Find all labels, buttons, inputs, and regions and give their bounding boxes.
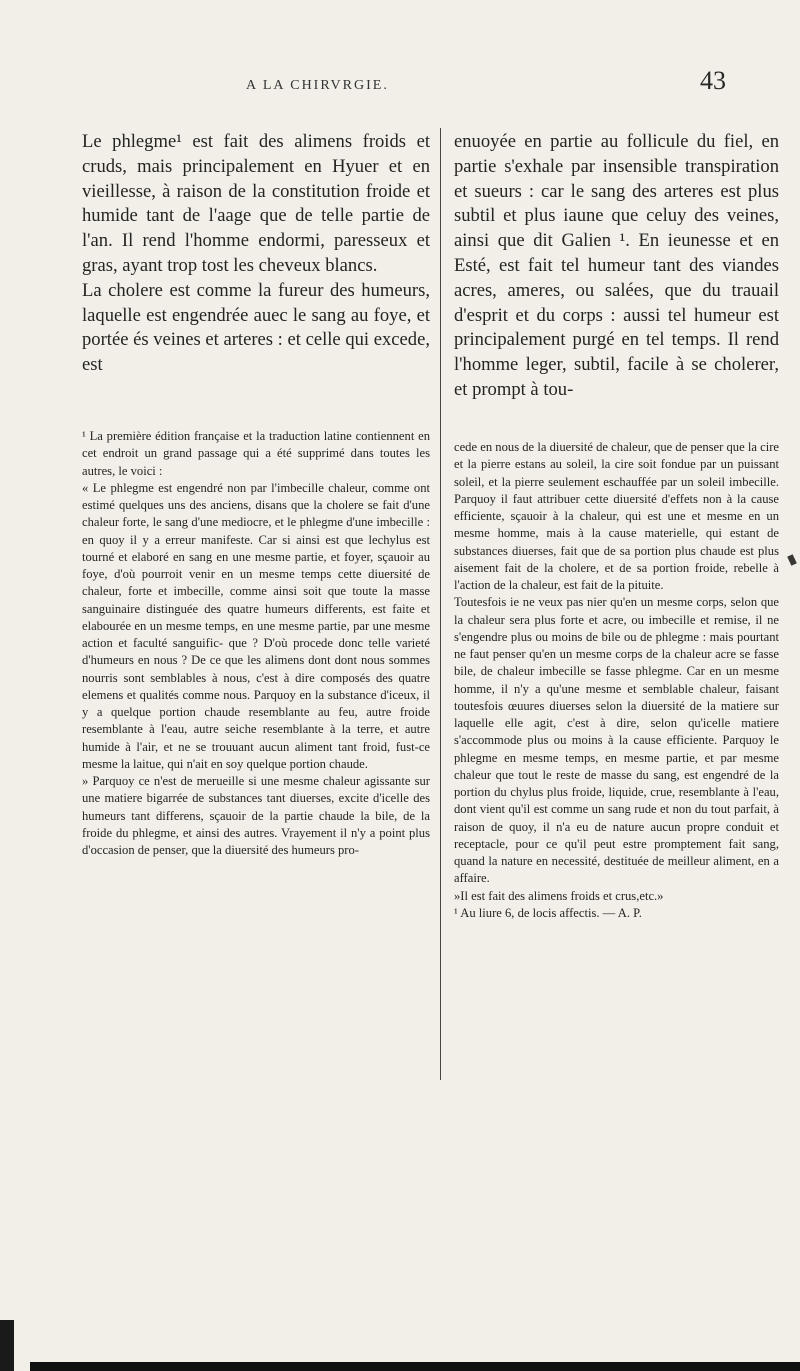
page-number: 43 — [700, 66, 726, 95]
paragraph-cholere: La cholere est comme la fureur des humeurs, laquelle est engendrée auec le sang au foye, et portée és veines et arteres : et celle qui excede, est — [82, 279, 430, 376]
paragraph-continuation: enuoyée en partie au follicule du fiel, en partie s'exhale par insensible transpiration et sueurs : car le sang des arteres est plus subtil et plus iaune que celuy des veines, ainsi que dit Galien ¹. En ieunesse et en Esté, est fait tel humeur tant des viandes acres, ameres, ou salées, que du trauail d'esprit et du corps : aussi tel humeur est principalement purgé en tel temps. Il rend l'homme leger, subtil, facile à se cholerer, et prompt à tou- — [454, 131, 779, 400]
footnote-toutesfois: Toutesfois ie ne veux pas nier qu'en un mesme corps, selon que la chaleur sera plus forte et acre, ou imbecille et remise, il ne s'engendre plus ou moins de bile ou de phlegme : mais pourtant ne faut penser qu'en un mesme corps de la chaleur acre se fasse bile, de chaleur imbecille se fasse phlegme. Car en un mesme homme, il n'y a qu'une mesme et semblable chaleur, faisant toutesfois œuures diuerses selon la diuersité de la matiere sur laquelle elle agit, c'est à dire, selon qu'icelle matiere s'accommode plus ou moins à la cause efficiente. Parquoy le phlegme en mesme temps, en mesme partie, et par mesme chaleur que tout le reste de masse du sang, est engendré de la portion du chylus plus froide, liquide, crue, resemblante à l'eau, dont vient qu'il est comme un sang rude et non du tout parfait, à raison de quoy, il n'a eu de nature aucun propre conduit et receptacle, pour ce qu'il peut estre promptement fait sang, quand la nature en necessité, destituée de meilleur aliment, en a affaire. — [454, 595, 779, 886]
column-divider — [440, 128, 441, 1080]
footnote-intro: ¹ La première édition française et la traduction latine contiennent en cet endroit un grand passage qui a été supprimé dans toutes les autres, le voici : — [82, 429, 430, 478]
right-footnotes — [454, 439, 779, 922]
scan-edge-shadow — [0, 1320, 14, 1371]
page-header — [0, 66, 800, 106]
footnote-continuation: cede en nous de la diuersité de chaleur, que de penser que la cire et la pierre estans au soleil, la cire soit fondue par un puissant soleil, et la pierre seulement eschauffée par un soleil imbecille. Parquoy il faut attribuer cette diuersité d'effets non à la cause efficiente, sçauoir à la chaleur, qui est une et mesme en un mesme homme, mais à la cause materielle, qui estant de substances diuerses, fait que de sa portion plus chaude est plus aisement fait de la cholere, et de sa portion froide, rebelle à l'action de la chaleur, est fait de la pituite. — [454, 440, 779, 592]
scan-bottom-edge — [30, 1362, 800, 1371]
ink-mark — [787, 554, 797, 566]
footnote-galien-reference: ¹ Au liure 6, de locis affectis. — A. P. — [454, 905, 642, 920]
left-main-text — [82, 130, 430, 378]
running-head: A LA CHIRVRGIE. — [246, 78, 389, 93]
left-footnotes — [82, 428, 430, 859]
paragraph-phlegme: Le phlegme¹ est fait des alimens froids et cruds, mais principalement en Hyuer et en vieillesse, à raison de la constitution froide et humide tant de l'aage que de telle partie de l'an. Il rend l'homme endormi, paresseux et gras, ayant trop tost les cheveux blancs. — [82, 131, 430, 276]
footnote-closing-quote: »Il est fait des alimens froids et crus,etc.» — [454, 888, 664, 903]
right-main-text — [454, 130, 779, 403]
footnote-quote-continued: » Parquoy ce n'est de merueille si une mesme chaleur agissante sur une matiere bigarrée de substances tant diuerses, excite d'icelle des humeurs tant differens, sçauoir de la partie chaude la bile, de la froide du phlegme, et ainsi des autres. Vrayement il n'y a point plus d'occasion de penser, que la diuersité des humeurs pro- — [82, 774, 430, 857]
footnote-quote: « Le phlegme est engendré non par l'imbecille chaleur, comme ont estimé quelques uns des anciens, disans que la cholere se fait d'une chaleur forte, le sang d'une mediocre, et le phlegme d'une imbecille : en quoy il y a erreur manifeste. Car si ainsi est que lechylus est tourné et elaboré en sang en une mesme partie, et foyer, sçauoir au foye, d'où pourroit venir en un mesme temps cette diuersité de chaleur, forte et imbecille, comme ainsi soit que toute la masse sanguinaire distinguée des quatre humeurs differents, est faite et elabourée en un mesme temps, en une mesme partie, par une mesme action et faculté sanguific- que ? D'où procede donc telle varieté d'humeurs en nous ? De ce que les alimens dont dont nous sommes nourris sont semblables à nous, c'est à dire composés des quatre elemens et qualités comme nous. Parquoy en la substance d'iceux, il y a quelque portion chaude resemblante au feu, autre froide resemblante à l'eau, autre seiche resemblante à la terre, et autre humide à l'air, et ne se trouuant aucun aliment tant froid, fust-ce mesme la laitue, qui n'ait en soy quelque portion chaude. — [82, 480, 430, 771]
